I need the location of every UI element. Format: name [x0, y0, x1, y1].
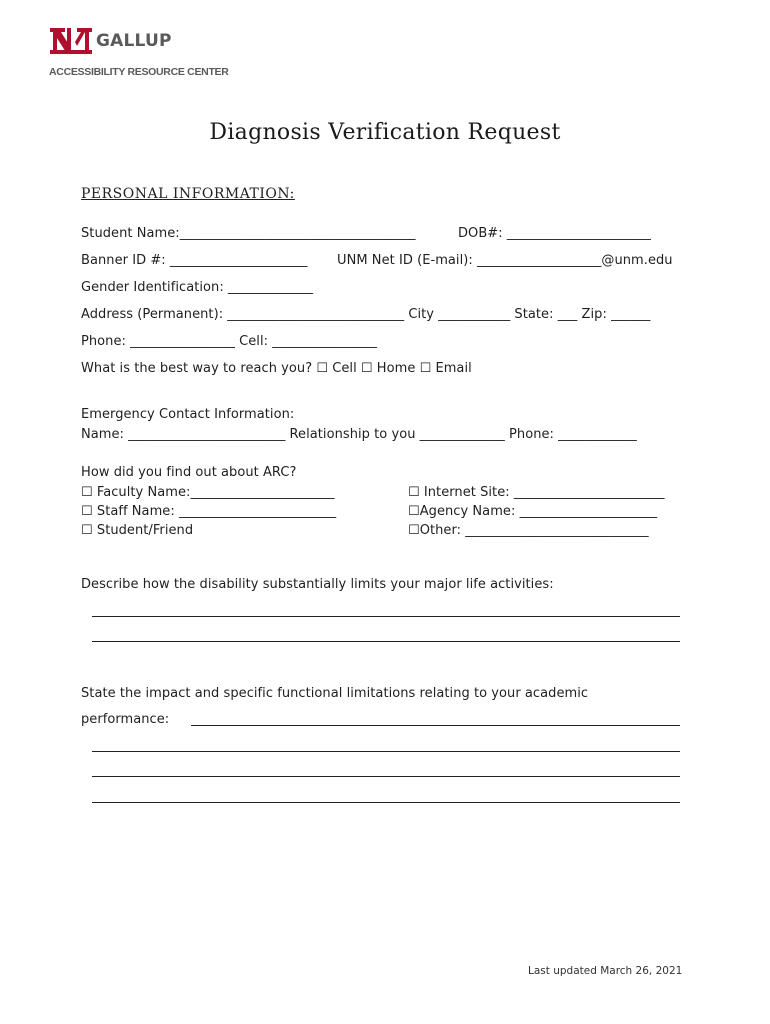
disability-question: Describe how the disability substantially limits your major life activities:	[81, 577, 554, 592]
unm-logo-icon	[49, 26, 93, 56]
referral-other: ☐Other: ____________________________	[408, 523, 649, 538]
emergency-contact-label: Emergency Contact Information:	[81, 407, 295, 422]
answer-line	[92, 802, 680, 803]
phone-field: Phone: ________________ Cell: ________________	[81, 334, 378, 349]
referral-agency: ☐Agency Name: _____________________	[408, 504, 658, 519]
referral-faculty: ☐ Faculty Name:______________________	[81, 485, 335, 500]
answer-line	[92, 616, 680, 617]
impact-question: State the impact and specific functional limitations relating to your academic	[81, 686, 589, 701]
answer-line	[92, 751, 680, 752]
answer-line	[191, 725, 680, 726]
logo-wordmark: GALLUP	[96, 31, 172, 51]
dob-field: DOB#: ______________________	[458, 226, 651, 241]
last-updated-note: Last updated March 26, 2021	[528, 965, 683, 977]
answer-line	[92, 776, 680, 777]
student-name-field: Student Name:____________________________________	[81, 226, 416, 241]
document-title: Diagnosis Verification Request	[209, 120, 561, 145]
net-id-field: UNM Net ID (E-mail): ___________________@unm.edu	[337, 253, 673, 268]
referral-student-friend: ☐ Student/Friend	[81, 523, 194, 538]
referral-question: How did you find out about ARC?	[81, 465, 297, 480]
answer-line	[92, 641, 680, 642]
referral-internet: ☐ Internet Site: _______________________	[408, 485, 665, 500]
emergency-contact-fields: Name: ________________________ Relationship to you _____________ Phone: ____________	[81, 427, 637, 442]
logo-subtitle: ACCESSIBILITY RESOURCE CENTER	[49, 66, 229, 78]
address-field: Address (Permanent): ___________________________ City ___________ State: ___ Zip: ______	[81, 307, 651, 322]
referral-staff: ☐ Staff Name: ________________________	[81, 504, 337, 519]
contact-preference-field: What is the best way to reach you? ☐ Cell ☐ Home ☐ Email	[81, 361, 472, 376]
unm-gallup-logo	[49, 26, 229, 86]
section-title: PERSONAL INFORMATION:	[81, 186, 295, 202]
impact-question-continued: performance:	[81, 712, 170, 727]
banner-id-field: Banner ID #: _____________________	[81, 253, 308, 268]
gender-field: Gender Identification: _____________	[81, 280, 314, 295]
